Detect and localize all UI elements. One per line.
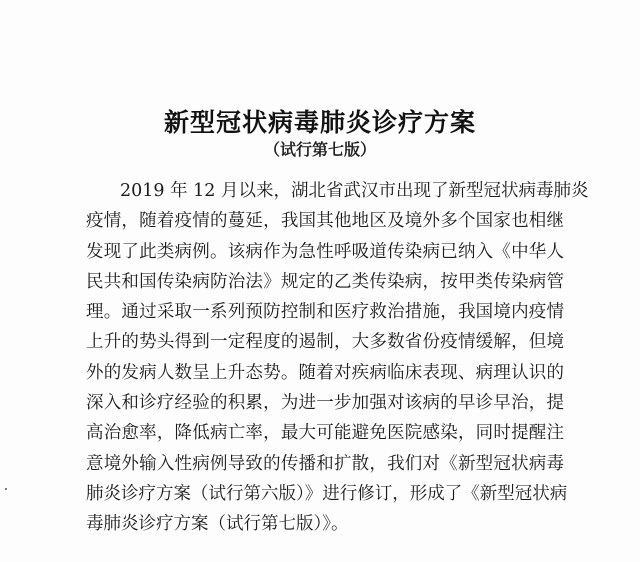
paragraph-line: 肺炎诊疗方案（试行第六版）》进行修订，形成了《新型冠状病 bbox=[86, 483, 568, 504]
paragraph-line: 发现了此类病例。该病作为急性呼吸道传染病已纳入《中华人 bbox=[86, 241, 564, 262]
document-subtitle: （试行第七版） bbox=[263, 140, 376, 159]
paragraph-line: 上升的势头得到一定程度的遏制，大多数省份疫情缓解，但境 bbox=[86, 332, 564, 353]
paragraph-line: 疫情，随着疫情的蔓延，我国其他地区及境外多个国家也相继 bbox=[86, 211, 564, 232]
paragraph-line: 理。通过采取一系列预防控制和医疗救治措施，我国境内疫情 bbox=[86, 302, 564, 323]
paragraph-line: 意境外输入性病例导致的传播和扩散，我们对《新型冠状病毒 bbox=[86, 453, 564, 474]
paragraph-line: 外的发病人数呈上升态势。随着对疾病临床表现、病理认识的 bbox=[86, 362, 564, 383]
paragraph-line: 深入和诊疗经验的积累，为进一步加强对该病的早诊早治，提 bbox=[86, 393, 564, 414]
body-paragraph bbox=[86, 176, 589, 540]
paragraph-line: 民共和国传染病防治法》规定的乙类传染病，按甲类传染病管 bbox=[86, 271, 564, 292]
document-title: 新型冠状病毒肺炎诊疗方案 bbox=[163, 108, 476, 137]
paragraph-line: 高治愈率，降低病亡率，最大可能避免医院感染，同时提醒注 bbox=[86, 423, 564, 444]
paragraph-line: 毒肺炎诊疗方案（试行第七版）》。 bbox=[86, 514, 349, 535]
scan-speck bbox=[5, 488, 7, 490]
paragraph-line: 2019 年 12 月以来，湖北省武汉市出现了新型冠状病毒肺炎 bbox=[120, 181, 589, 201]
